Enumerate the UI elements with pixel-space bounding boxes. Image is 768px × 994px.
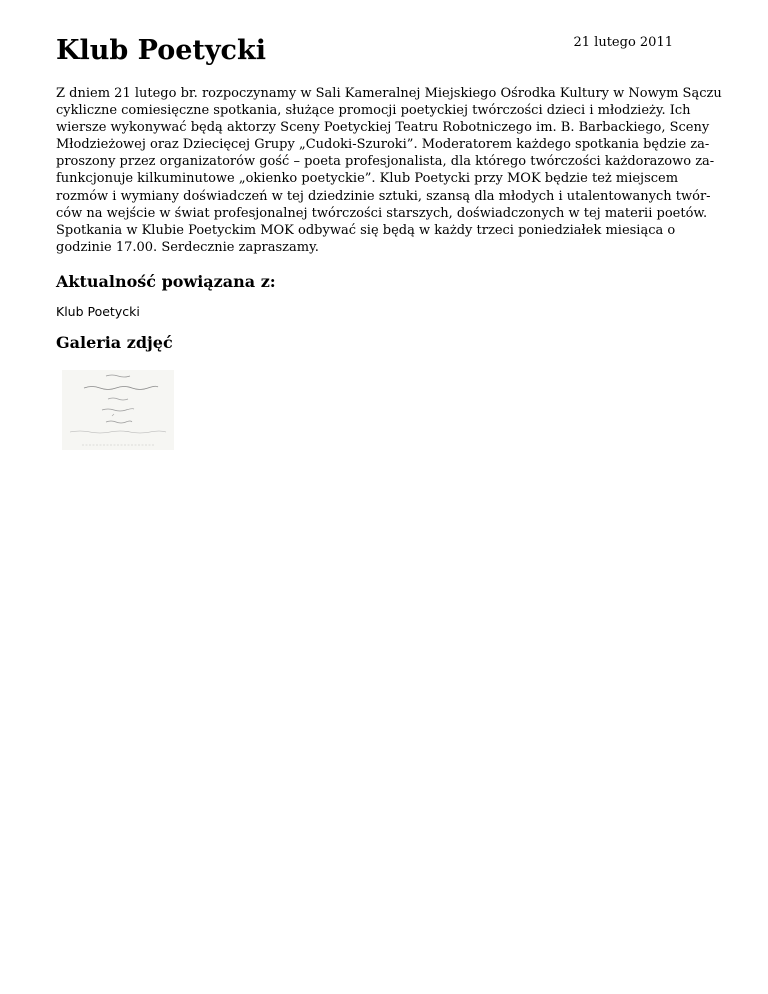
- body-line: Młodzieżowej oraz Dziecięcej Grupy „Cudoki-Szuroki”. Moderatorem każdego spotkania będzie za-: [56, 137, 710, 153]
- related-heading: Aktualność powiązana z:: [56, 272, 276, 291]
- body-line: funkcjonuje kilkuminutowe „okienko poetyckie”. Klub Poetycki przy MOK będzie też miejscem: [56, 171, 679, 187]
- article-body: [56, 85, 722, 256]
- gallery-heading: Galeria zdjęć: [56, 333, 173, 352]
- gallery-photo-thumbnail[interactable]: [62, 370, 174, 450]
- page-title: Klub Poetycki: [56, 35, 266, 66]
- body-line: godzinie 17.00. Serdecznie zapraszamy.: [56, 239, 319, 255]
- body-line: wiersze wykonywać będą aktorzy Sceny Poetyckiej Teatru Robotniczego im. B. Barbackiego, Sceny: [56, 120, 710, 136]
- body-line: Spotkania w Klubie Poetyckim MOK odbywać się będą w każdy trzeci poniedziałek miesiąca o: [56, 222, 676, 238]
- invitation-photo-thumbnail-icon: [62, 370, 174, 450]
- body-line: rozmów i wymiany doświadczeń w tej dziedzinie sztuki, szansą dla młodych i utalentowanych twór-: [56, 188, 711, 204]
- related-link-klub-poetycki[interactable]: Klub Poetycki: [56, 304, 140, 319]
- body-line: proszony przez organizatorów gość – poeta profesjonalista, dla którego twórczości każdorazowo za-: [56, 154, 715, 170]
- body-line: cykliczne comiesięczne spotkania, służące promocji poetyckiej twórczości dzieci i młodzieży. Ich: [56, 103, 691, 119]
- body-line: ców na wejście w świat profesjonalnej twórczości starszych, doświadczonych w tej materii poetów.: [56, 205, 708, 221]
- body-line: Z dniem 21 lutego br. rozpoczynamy w Sali Kameralnej Miejskiego Ośrodka Kultury w Nowym Sączu: [56, 86, 722, 101]
- publish-date: 21 lutego 2011: [573, 35, 673, 50]
